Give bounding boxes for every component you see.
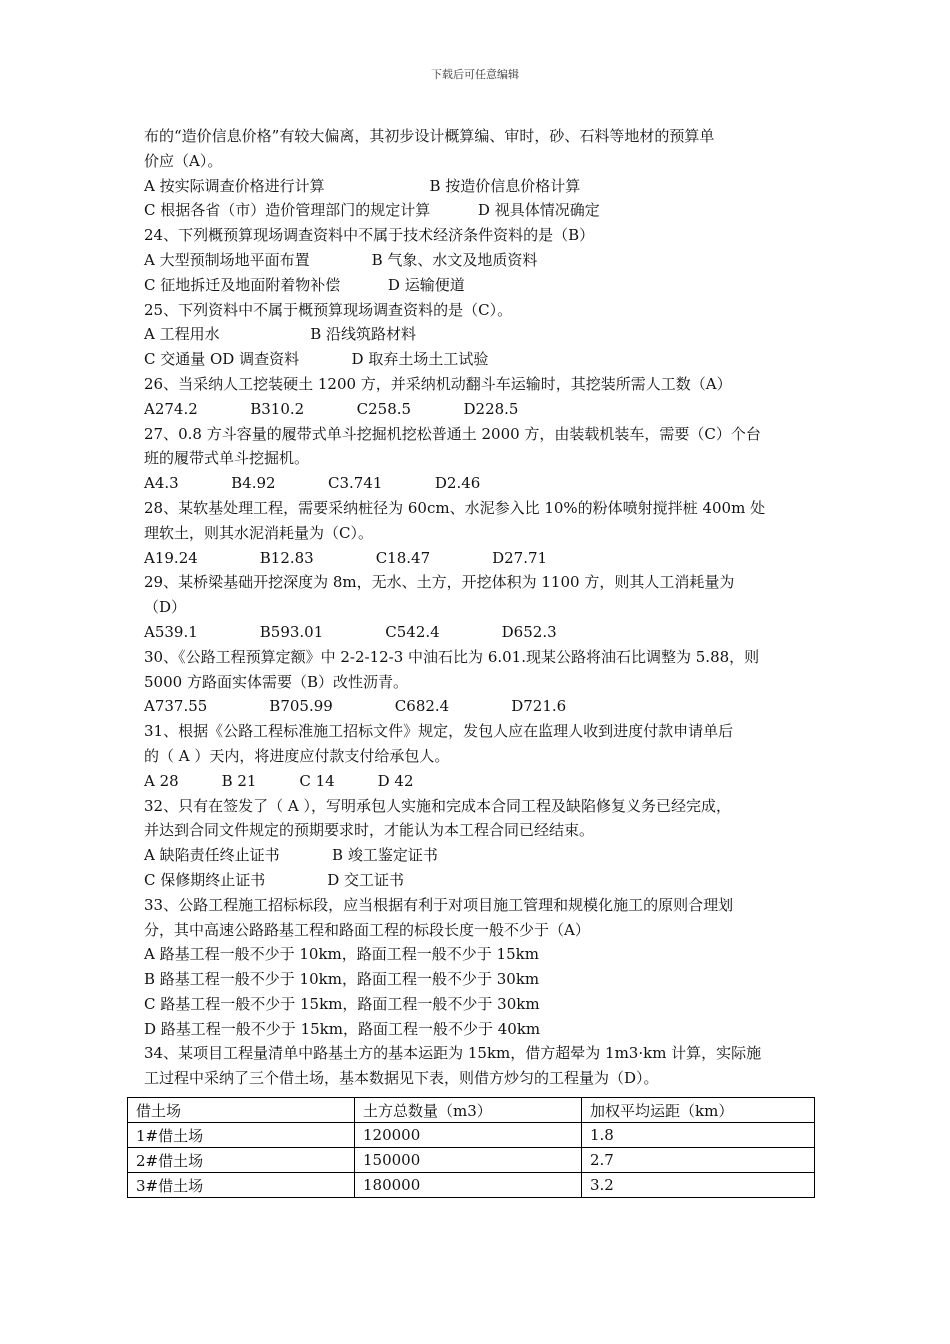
- text-line: 30、《公路工程预算定额》中 2-2-12-3 中油石比为 6.01.现某公路将油石比调整为 5.88，则: [144, 647, 760, 666]
- text-line: 工过程中采纳了三个借土场，基本数据见下表，则借方炒匀的工程量为（D）。: [144, 1069, 659, 1088]
- table-header-cell: 土方总数量（m3）: [355, 1098, 582, 1123]
- table-cell: 180000: [355, 1173, 582, 1198]
- page-header: 下载后可任意编辑: [431, 68, 519, 81]
- text-line: 26、当采纳人工挖装硬土 1200 方，并采纳机动翻斗车运输时，其挖装所需人工数（A）: [144, 374, 732, 393]
- text-line: A 缺陷责任终止证书 B 竣工鉴定证书: [144, 846, 438, 865]
- text-line: C 征地拆迁及地面附着物补偿 D 运输便道: [144, 275, 465, 294]
- text-line: 布的“造价信息价格”有较大偏离，其初步设计概算编、审时，砂、石料等地材的预算单: [144, 127, 715, 145]
- text-line: B 路基工程一般不少于 10km，路面工程一般不少于 30km: [144, 970, 540, 989]
- text-line: 29、某桥梁基础开挖深度为 8m，无水、土方，开挖体积为 1100 方，则其人工消耗量为: [144, 573, 735, 592]
- text-line: 班的履带式单斗挖掘机。: [144, 449, 310, 468]
- text-line: C 交通量 OD 调查资料 D 取弃土场土工试验: [144, 350, 489, 369]
- text-line: A19.24 B12.83 C18.47 D27.71: [144, 548, 548, 567]
- table-cell: 2.7: [582, 1148, 815, 1173]
- text-line: 32、只有在签发了（ A ），写明承包人实施和完成本合同工程及缺陷修复义务已经完成，: [144, 796, 731, 815]
- text-line: 并达到合同文件规定的预期要求时，才能认为本工程合同已经结束。: [144, 821, 595, 840]
- table-cell: 1.8: [582, 1123, 815, 1148]
- table-row: [128, 1148, 815, 1173]
- text-line: 分，其中高速公路路基工程和路面工程的标段长度一般不少于（A）: [144, 920, 590, 939]
- text-line: 的（ A ）天内，将进度应付款支付给承包人。: [144, 746, 450, 765]
- text-line: A 按实际调查价格进行计算 B 按造价信息价格计算: [144, 176, 581, 195]
- text-line: A274.2 B310.2 C258.5 D228.5: [144, 399, 519, 418]
- text-line: 27、0.8 方斗容量的履带式单斗挖掘机挖松普通土 2000 方，由装载机装车，需要（C）个台: [144, 424, 761, 443]
- table-row: [128, 1123, 815, 1148]
- text-line: （D）: [144, 598, 187, 617]
- text-line: 25、下列资料中不属于概预算现场调查资料的是（C）。: [144, 300, 513, 319]
- text-line: A 路基工程一般不少于 10km，路面工程一般不少于 15km: [144, 945, 539, 964]
- text-line: 33、公路工程施工招标标段，应当根据有利于对项目施工管理和规模化施工的原则合理划: [144, 895, 734, 914]
- text-line: C 保修期终止证书 D 交工证书: [144, 870, 405, 889]
- text-line: A737.55 B705.99 C682.4 D721.6: [144, 697, 567, 716]
- text-line: A 工程用水 B 沿线筑路材料: [144, 325, 416, 344]
- table-row: [128, 1173, 815, 1198]
- table-cell: 1#借土场: [128, 1123, 355, 1148]
- text-line: A539.1 B593.01 C542.4 D652.3: [144, 622, 557, 641]
- table-header-row: [128, 1098, 815, 1123]
- table-cell: 3.2: [582, 1173, 815, 1198]
- text-line: 理软土，则其水泥消耗量为（C）。: [144, 523, 373, 542]
- text-line: 28、某软基处理工程，需要采纳桩径为 60cm、水泥参入比 10%的粉体喷射搅拌桩 400m 处: [144, 498, 766, 517]
- text-line: A 大型预制场地平面布置 B 气象、水文及地质资料: [144, 250, 538, 269]
- text-line: 24、下列概预算现场调查资料中不属于技术经济条件资料的是（B）: [144, 226, 595, 245]
- text-line: 34、某项目工程量清单中路基土方的基本运距为 15km，借方超晕为 1m3·km 计算，实际施: [144, 1044, 762, 1063]
- table-header-cell: 加权平均运距（km）: [582, 1098, 815, 1123]
- table-cell: 120000: [355, 1123, 582, 1148]
- text-line: D 路基工程一般不少于 15km，路面工程一般不少于 40km: [144, 1019, 541, 1038]
- text-line: 5000 方路面实体需要（B）改性沥青。: [144, 672, 408, 691]
- table-cell: 3#借土场: [128, 1173, 355, 1198]
- text-line: 31、根据《公路工程标准施工招标文件》规定，发包人应在监理人收到进度付款申请单后: [144, 722, 734, 741]
- table-header-cell: 借土场: [128, 1098, 355, 1123]
- document-body: [144, 124, 810, 1091]
- table-cell: 2#借土场: [128, 1148, 355, 1173]
- text-line: 价应（A）。: [144, 151, 223, 170]
- text-line: A4.3 B4.92 C3.741 D2.46: [144, 474, 481, 493]
- text-line: C 根据各省（市）造价管理部门的规定计算 D 视具体情况确定: [144, 201, 600, 220]
- table-cell: 150000: [355, 1148, 582, 1173]
- borrow-pit-table: [127, 1097, 815, 1198]
- text-line: C 路基工程一般不少于 15km，路面工程一般不少于 30km: [144, 994, 540, 1013]
- text-line: A 28 B 21 C 14 D 42: [144, 771, 414, 790]
